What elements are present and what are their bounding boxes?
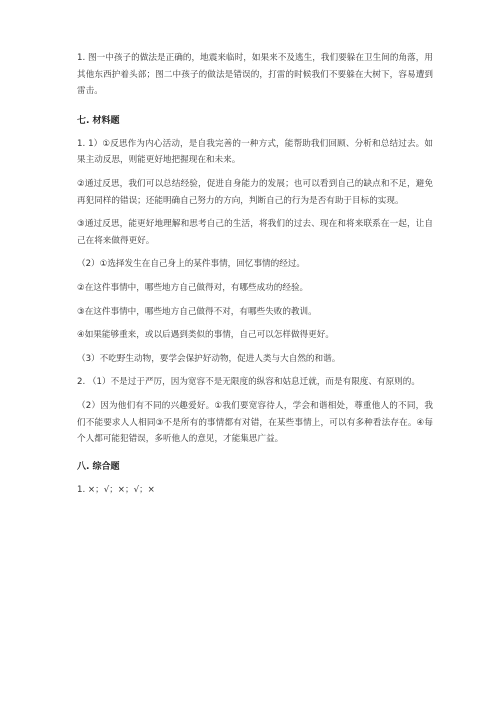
section7-heading: 七. 材料题 [77, 115, 120, 126]
material-q1-part3-paragraph: ③通过反思，能更好地理解和思考自己的生活，将我们的过去、现在和将来联系在一起，让自己在将来做得更好。 [77, 219, 433, 246]
material-q1-3-paragraph: （3）不吃野生动物，要学会保护好动物，促进人类与大自然的和谐。 [77, 353, 341, 364]
material-q1-part1-paragraph: 1. 1）①反思作为内心活动，是自我完善的一种方式，能帮助我们回顾、分析和总结过去。如果主动反思，则能更好地把握现在和未来。 [77, 138, 433, 166]
section6-answer-paragraph: 1. 图一中孩子的做法是正确的，地震来临时，如果来不及逃生，我们要躲在卫生间的角落，用其他东西护着头部；图二中孩子的做法是错误的，打雷的时候我们不要躲在大树下，容易遭到雷击。 [77, 53, 433, 97]
answer-page [77, 50, 433, 498]
comprehensive-q1-answer: 1. ×；√；×；√；× [77, 484, 155, 495]
material-q2-1-paragraph: 2. （1）不是过于严厉，因为宽容不是无限度的纵容和姑息迁就，而是有限度、有原则的。 [77, 377, 420, 388]
material-q1-part2-paragraph: ②通过反思，我们可以总结经验，促进自身能力的发展；也可以看到自己的缺点和不足，避免再犯同样的错误；还能明确自己努力的方向，判断自己的行为是否有助于目标的实现。 [77, 178, 433, 206]
material-q1-2-step1-paragraph: （2）①选择发生在自己身上的某件事情，回忆事情的经过。 [77, 259, 306, 270]
material-q1-2-step4-paragraph: ④如果能够重来，或以后遇到类似的事情，自己可以怎样做得更好。 [77, 330, 334, 341]
material-q2-2-paragraph: （2）因为他们有不同的兴趣爱好。①我们要宽容待人，学会和谐相处，尊重他人的不同，我们不能要求人人相同③不是所有的事情都有对错，在某些事情上，可以有多种看法存在。④每个人都可能犯错误，多听他人的意见，才能集思广益。 [77, 400, 433, 445]
material-q1-2-step3-paragraph: ③在这件事情中，哪些地方自己做得不对，有哪些失败的教训。 [77, 306, 317, 317]
section8-heading: 八. 综合题 [77, 461, 120, 472]
material-q1-2-step2-paragraph: ②在这件事情中，哪些地方自己做得对，有哪些成功的经验。 [77, 282, 309, 293]
